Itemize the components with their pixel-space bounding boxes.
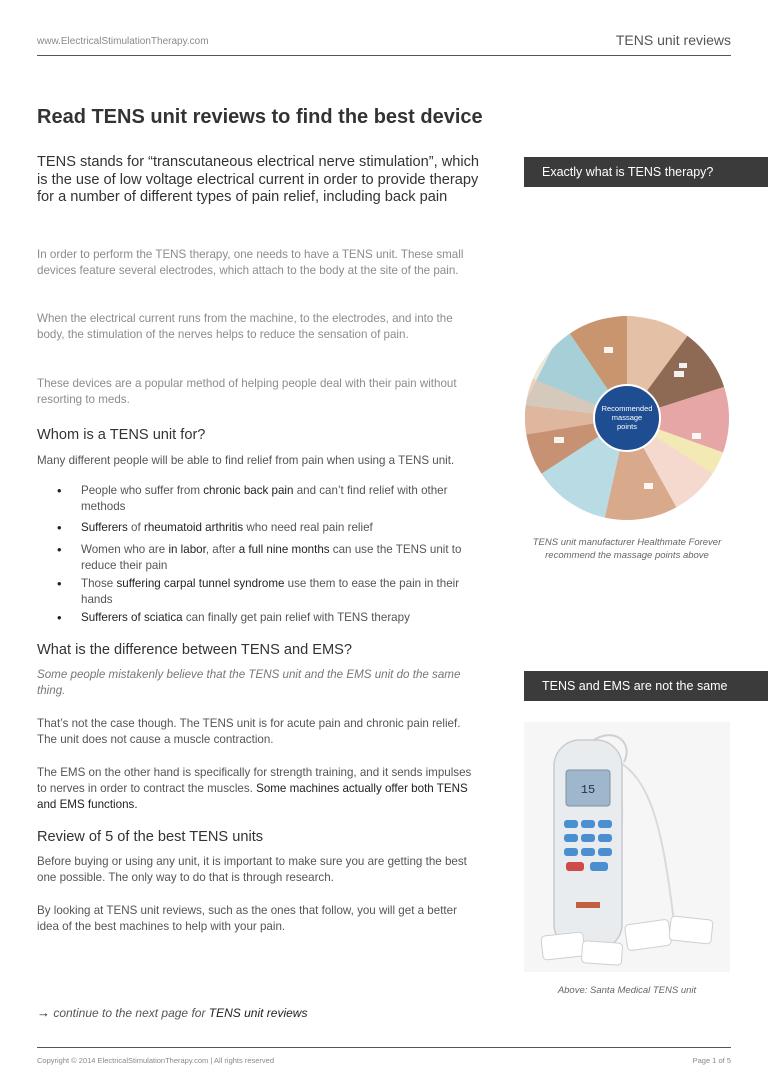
difference-italic: Some people mistakenly believe that the TENS unit and the EMS unit do the same thing. bbox=[37, 668, 461, 697]
intro-paragraph-2: When the electrical current runs from the machine, to the electrodes, and into the body, the stimulation of the nerves helps to reduce the sensation of pain. bbox=[37, 312, 453, 341]
header-site-url: www.ElectricalStimulationTherapy.com bbox=[37, 36, 209, 47]
difference-heading: What is the difference between TENS and EMS? bbox=[37, 642, 353, 658]
header-section-title: TENS unit reviews bbox=[615, 32, 731, 48]
continue-link-line[interactable] bbox=[37, 1005, 307, 1020]
wheel-center-line-3: points bbox=[616, 422, 638, 431]
bullet-highlight: a full nine months bbox=[238, 543, 330, 556]
bullet-item bbox=[37, 520, 487, 536]
caption-santa-medical: Above: Santa Medical TENS unit bbox=[557, 985, 697, 996]
massage-points-wheel bbox=[524, 315, 730, 521]
bullet-highlight: Sufferers of sciatica bbox=[81, 611, 183, 624]
tens-device-illustration bbox=[524, 722, 730, 972]
continue-link[interactable]: TENS unit reviews bbox=[208, 1006, 308, 1020]
bullet-highlight: suffering carpal tunnel syndrome bbox=[116, 577, 285, 590]
bullet-item bbox=[37, 542, 487, 574]
lead-paragraph: TENS stands for “transcutaneous electrical nerve stimulation”, which is the use of low voltage electrical current in order to provide therapy for a number of different types of pain relief, including back pain bbox=[37, 154, 480, 205]
difference-paragraph-2 bbox=[37, 765, 482, 813]
bullet-item bbox=[37, 610, 487, 626]
bullet-item bbox=[37, 483, 487, 515]
wheel-center-line-1: Recommended bbox=[601, 404, 653, 413]
wheel-center-line-2: massage bbox=[611, 413, 643, 422]
whom-heading: Whom is a TENS unit for? bbox=[37, 427, 206, 443]
footer-rule bbox=[37, 1047, 731, 1048]
bullet-text: People who suffer from bbox=[81, 484, 204, 497]
review-paragraph-2: By looking at TENS unit reviews, such as the ones that follow, you will get a better idea of the best machines to help with your pain. bbox=[37, 904, 457, 933]
whom-intro: Many different people will be able to find relief from pain when using a TENS unit. bbox=[37, 454, 455, 467]
bullet-highlight: in labor bbox=[168, 543, 206, 556]
bullet-text: of bbox=[127, 521, 144, 534]
bullet-text: and can’t find relief with other methods bbox=[81, 484, 448, 513]
difference-text: The EMS on the other hand is specifically for strength training, and it sends impulses to nerves in order to contract the muscles. bbox=[37, 766, 472, 795]
bullet-text: Women who are bbox=[81, 543, 169, 556]
bullet-text: can finally get pain relief with TENS therapy bbox=[182, 611, 410, 624]
bullet-highlight: Sufferers bbox=[81, 521, 128, 534]
review-heading: Review of 5 of the best TENS units bbox=[37, 829, 264, 845]
intro-paragraph-3: These devices are a popular method of helping people deal with their pain without resorting to meds. bbox=[37, 377, 457, 406]
bullet-highlight: chronic back pain bbox=[203, 484, 294, 497]
bullet-item bbox=[37, 576, 487, 608]
page-title: Read TENS unit reviews to find the best device bbox=[37, 106, 483, 128]
bullet-highlight: rheumatoid arthritis bbox=[143, 521, 244, 534]
review-paragraph-1: Before buying or using any unit, it is important to make sure you are getting the best one possible. The only way to do that is through research. bbox=[37, 855, 467, 884]
bullet-text: , after bbox=[205, 543, 239, 556]
header-rule bbox=[37, 55, 731, 56]
whom-bullet-list bbox=[37, 483, 487, 626]
bullet-text: Those bbox=[81, 577, 117, 590]
caption-massage-points: TENS unit manufacturer Healthmate Forever recommend the massage points above bbox=[532, 537, 722, 561]
device-screen-value: 15 bbox=[580, 783, 596, 797]
footer-page-number: Page 1 of 5 bbox=[692, 1056, 731, 1065]
intro-paragraph-1: In order to perform the TENS therapy, one needs to have a TENS unit. These small devices feature several electrodes, which attach to the body at the site of the pain. bbox=[37, 248, 464, 277]
continue-text: continue to the next page for bbox=[50, 1006, 209, 1020]
bullet-text: can use the TENS unit to reduce their pain bbox=[81, 543, 462, 572]
difference-highlight: Some machines actually offer both TENS and EMS functions. bbox=[37, 782, 468, 811]
bullet-text: who need real pain relief bbox=[243, 521, 373, 534]
difference-paragraph-1: That’s not the case though. The TENS unit is for acute pain and chronic pain relief. The unit does not cause a muscle contraction. bbox=[37, 717, 461, 746]
arrow-right-icon: → bbox=[37, 1005, 50, 1020]
callout-tens-vs-ems: TENS and EMS are not the same bbox=[524, 671, 768, 701]
callout-tens-therapy: Exactly what is TENS therapy? bbox=[524, 157, 768, 187]
bullet-text: use them to ease the pain in their hands bbox=[81, 577, 460, 606]
footer-copyright: Copyright © 2014 ElectricalStimulationTherapy.com | All rights reserved bbox=[37, 1056, 275, 1065]
